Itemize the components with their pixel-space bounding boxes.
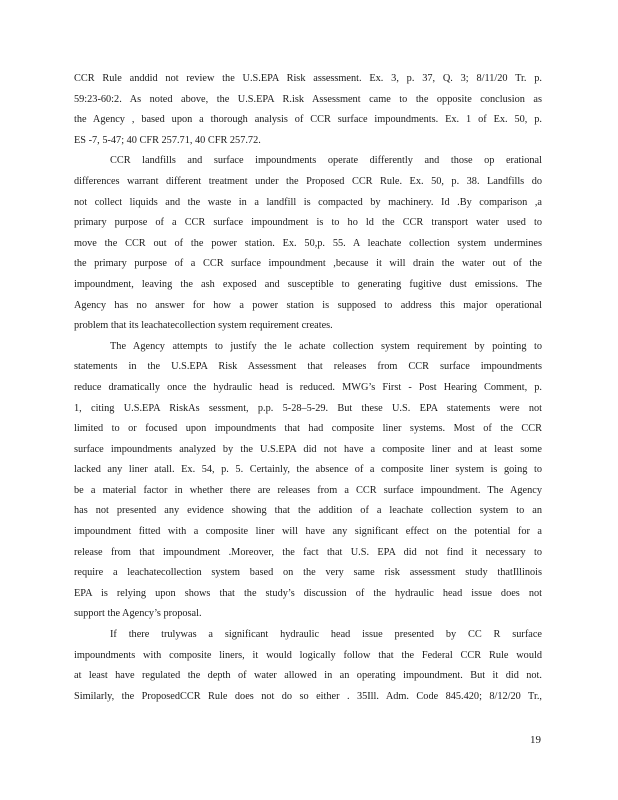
text-line: Agency has no answer for how a power station is supposed to address this major operational xyxy=(74,299,542,311)
text-line: impoundments with composite liners, it would logically follow that the Federal CCR Rule would xyxy=(74,649,542,661)
paragraph xyxy=(74,151,542,336)
text-line: impoundment fitted with a composite liner will have any significant effect on the potential for a xyxy=(74,526,542,538)
text-line: at least have regulated the depth of water allowed in an operating impoundment. But it did not. xyxy=(74,670,542,682)
text-line: reduce dramatically once the hydraulic head is reduced. MWG’s First - Post Hearing Comment, p. xyxy=(74,381,542,393)
paragraph xyxy=(74,69,542,151)
text-line: move the CCR out of the power station. Ex. 50,p. 55. A leachate collection system undermines xyxy=(74,237,542,249)
text-line: CCR landfills and surface impoundments operate differently and those op erational xyxy=(110,155,542,167)
text-line: CCR Rule anddid not review the U.S.EPA Risk assessment. Ex. 3, p. 37, Q. 3; 8/11/20 Tr. p. xyxy=(74,73,542,84)
body-text xyxy=(74,69,542,707)
text-line: statements in the U.S.EPA Risk Assessment that releases from CCR surface impoundments xyxy=(74,361,542,373)
text-line: the primary purpose of a CCR surface impoundment ,because it will drain the water out of the xyxy=(74,258,542,270)
text-line: differences warrant different treatment under the Proposed CCR Rule. Ex. 50, p. 38. Landfills do xyxy=(74,175,542,187)
paragraph xyxy=(74,625,542,707)
page-number: 19 xyxy=(530,734,541,746)
text-line: primary purpose of a CCR surface impoundment is to ho ld the CCR transport water used to xyxy=(74,217,542,229)
text-line: The Agency attempts to justify the le achate collection system requirement by pointing to xyxy=(110,340,542,352)
text-line: ES -7, 5-47; 40 CFR 257.71, 40 CFR 257.72. xyxy=(74,134,261,146)
text-line: lacked any liner atall. Ex. 54, p. 5. Certainly, the absence of a composite liner system is going to xyxy=(74,464,542,476)
text-line: surface impoundments analyzed by the U.S.EPA did not have a composite liner and at least some xyxy=(74,443,542,455)
text-line: release from that impoundment .Moreover, the fact that U.S. EPA did not find it necessary to xyxy=(74,546,542,558)
text-line: impoundment, leaving the ash exposed and susceptible to generating fugitive dust emissions. The xyxy=(74,278,542,290)
text-line: require a leachatecollection system based on the very same risk assessment study thatIllinois xyxy=(74,567,542,579)
text-line: support the Agency’s proposal. xyxy=(74,608,202,620)
text-line: 1, citing U.S.EPA RiskAs sessment, p.p. 5-28–5-29. But these U.S. EPA statements were not xyxy=(74,402,542,414)
text-line: EPA is relying upon shows that the study’s discussion of the hydraulic head issue does not xyxy=(74,587,542,599)
text-line: be a material factor in whether there are releases from a CCR surface impoundment. The Agency xyxy=(74,484,542,496)
text-line: Similarly, the ProposedCCR Rule does not do so either . 35Ill. Adm. Code 845.420; 8/12/20 Tr., xyxy=(74,690,542,702)
text-line: 59:23-60:2. As noted above, the U.S.EPA R.isk Assessment came to the opposite conclusion as xyxy=(74,93,542,105)
text-line: the Agency , based upon a thorough analysis of CCR surface impoundments. Ex. 1 of Ex. 50, p. xyxy=(74,114,542,126)
text-line: If there trulywas a significant hydraulic head issue presented by CC R surface xyxy=(110,629,542,641)
text-line: problem that its leachatecollection system requirement creates. xyxy=(74,320,333,332)
paragraph xyxy=(74,337,542,625)
text-line: has not presented any evidence showing that the addition of a leachate collection system to an xyxy=(74,505,542,517)
text-line: limited to or focused upon impoundments that had composite liner systems. Most of the CCR xyxy=(74,423,542,435)
text-line: not collect liquids and the waste in a landfill is compacted by machinery. Id .By comparison ,a xyxy=(74,196,542,208)
